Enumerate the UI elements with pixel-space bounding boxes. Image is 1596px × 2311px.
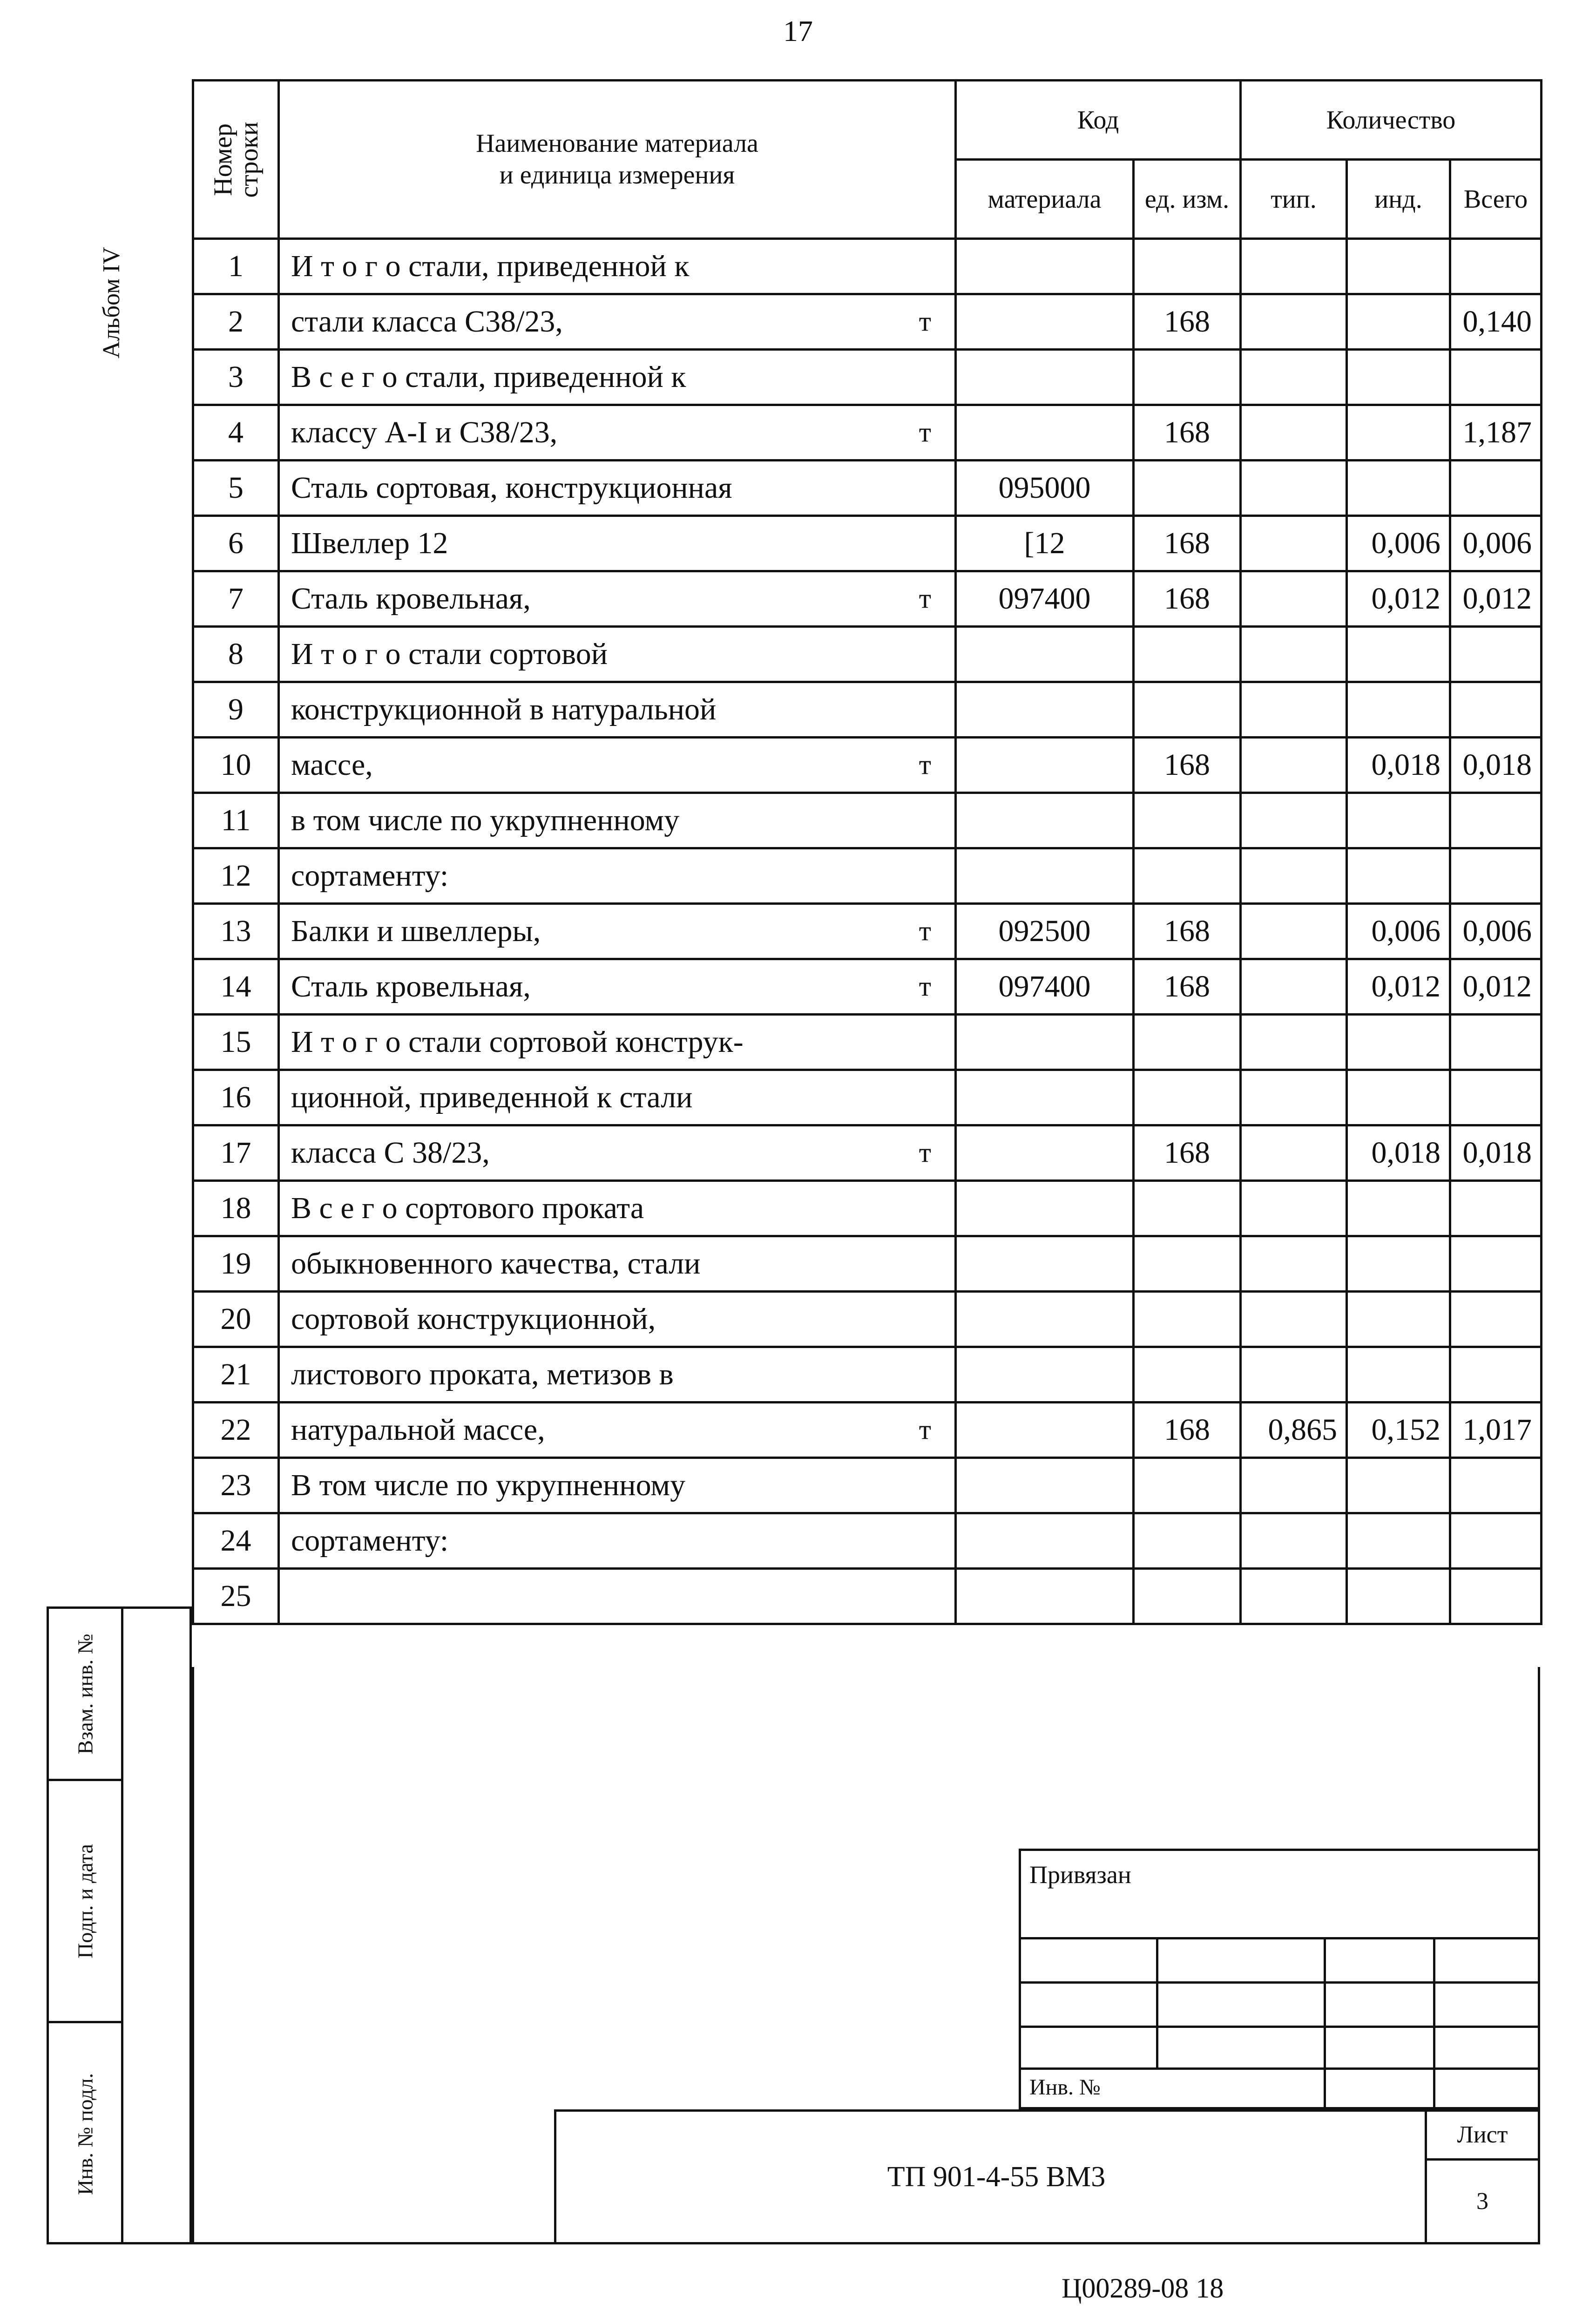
total-quantity: 1,017 bbox=[1450, 1403, 1542, 1458]
row-number: 12 bbox=[193, 848, 279, 904]
material-name bbox=[279, 350, 956, 405]
row-number: 4 bbox=[193, 405, 279, 461]
individual-quantity: 0,006 bbox=[1347, 516, 1450, 571]
table-row bbox=[193, 904, 1542, 959]
table-row bbox=[193, 1181, 1542, 1236]
table-row bbox=[193, 294, 1542, 350]
material-name-text: в том числе по укрупненному bbox=[291, 803, 680, 837]
header-unit-code: ед. изм. bbox=[1134, 160, 1241, 239]
typical-quantity bbox=[1241, 239, 1347, 294]
individual-quantity bbox=[1347, 1181, 1450, 1236]
material-name bbox=[279, 1569, 956, 1624]
page-number: 17 bbox=[783, 14, 813, 47]
row-number: 21 bbox=[193, 1347, 279, 1403]
unit-label: т bbox=[919, 1414, 931, 1445]
stamp-original-inventory: Инв. № подл. bbox=[49, 2023, 123, 2244]
individual-quantity bbox=[1347, 1513, 1450, 1569]
total-quantity: 0,018 bbox=[1450, 1125, 1542, 1181]
material-name bbox=[279, 1292, 956, 1347]
individual-quantity bbox=[1347, 405, 1450, 461]
material-name-text: сортаменту: bbox=[291, 859, 449, 893]
typical-quantity bbox=[1241, 1569, 1347, 1624]
typical-quantity bbox=[1241, 461, 1347, 516]
material-code: 095000 bbox=[956, 461, 1134, 516]
unit-label: т bbox=[919, 749, 931, 780]
material-name bbox=[279, 239, 956, 294]
sheet-label: Лист bbox=[1427, 2112, 1538, 2161]
material-code bbox=[956, 1458, 1134, 1513]
header-code: Код bbox=[956, 81, 1241, 160]
unit-label: т bbox=[919, 417, 931, 448]
row-number: 14 bbox=[193, 959, 279, 1015]
stamp-replacement-inventory: Взам. инв. № bbox=[49, 1609, 123, 1781]
sheet-box bbox=[1425, 2112, 1538, 2242]
material-name bbox=[279, 1347, 956, 1403]
material-name bbox=[279, 1458, 956, 1513]
individual-quantity bbox=[1347, 627, 1450, 682]
total-quantity bbox=[1450, 1181, 1542, 1236]
typical-quantity bbox=[1241, 516, 1347, 571]
material-name-text: В с е г о стали, приведенной к bbox=[291, 360, 686, 394]
typical-quantity bbox=[1241, 1292, 1347, 1347]
table-row bbox=[193, 627, 1542, 682]
total-quantity bbox=[1450, 682, 1542, 738]
header-material-code: материала bbox=[956, 160, 1134, 239]
unit-code bbox=[1134, 1236, 1241, 1292]
title-block bbox=[554, 2109, 1540, 2244]
material-name bbox=[279, 516, 956, 571]
individual-quantity: 0,018 bbox=[1347, 1125, 1450, 1181]
material-name-text: Сталь сортовая, конструкционная bbox=[291, 471, 732, 505]
row-number: 11 bbox=[193, 793, 279, 848]
total-quantity bbox=[1450, 239, 1542, 294]
total-quantity bbox=[1450, 1347, 1542, 1403]
header-material-name: Наименование материала и единица измерения bbox=[279, 81, 956, 239]
material-name-text: И т о г о стали сортовой bbox=[291, 637, 608, 671]
material-code bbox=[956, 1125, 1134, 1181]
unit-code bbox=[1134, 1347, 1241, 1403]
individual-quantity: 0,018 bbox=[1347, 738, 1450, 793]
material-name-text: ционной, приведенной к стали bbox=[291, 1080, 693, 1114]
material-name-text: Сталь кровельная, bbox=[291, 969, 531, 1003]
typical-quantity bbox=[1241, 959, 1347, 1015]
material-code bbox=[956, 1015, 1134, 1070]
typical-quantity bbox=[1241, 1236, 1347, 1292]
individual-quantity bbox=[1347, 1070, 1450, 1125]
unit-code bbox=[1134, 848, 1241, 904]
table-row bbox=[193, 1458, 1542, 1513]
header-typical: тип. bbox=[1241, 160, 1347, 239]
row-number: 2 bbox=[193, 294, 279, 350]
table-row bbox=[193, 1070, 1542, 1125]
unit-code bbox=[1134, 1513, 1241, 1569]
unit-label: т bbox=[919, 1137, 931, 1168]
unit-code bbox=[1134, 461, 1241, 516]
footer-code: Ц00289-08 18 bbox=[1062, 2273, 1224, 2304]
individual-quantity bbox=[1347, 1569, 1450, 1624]
material-name bbox=[279, 738, 956, 793]
header-quantity: Количество bbox=[1241, 81, 1542, 160]
total-quantity bbox=[1450, 627, 1542, 682]
typical-quantity bbox=[1241, 294, 1347, 350]
typical-quantity bbox=[1241, 793, 1347, 848]
material-name bbox=[279, 405, 956, 461]
table-row bbox=[193, 571, 1542, 627]
binding-label: Привязан bbox=[1029, 1861, 1131, 1889]
row-number: 10 bbox=[193, 738, 279, 793]
individual-quantity bbox=[1347, 461, 1450, 516]
material-name bbox=[279, 461, 956, 516]
material-code bbox=[956, 294, 1134, 350]
total-quantity: 0,012 bbox=[1450, 959, 1542, 1015]
row-number: 6 bbox=[193, 516, 279, 571]
material-code bbox=[956, 627, 1134, 682]
row-number: 16 bbox=[193, 1070, 279, 1125]
unit-code bbox=[1134, 1070, 1241, 1125]
table-row bbox=[193, 350, 1542, 405]
table-row bbox=[193, 1125, 1542, 1181]
individual-quantity bbox=[1347, 1292, 1450, 1347]
unit-code bbox=[1134, 350, 1241, 405]
total-quantity bbox=[1450, 461, 1542, 516]
material-name-text: Швеллер 12 bbox=[291, 526, 448, 560]
unit-code bbox=[1134, 682, 1241, 738]
total-quantity bbox=[1450, 1458, 1542, 1513]
unit-code: 168 bbox=[1134, 571, 1241, 627]
material-name bbox=[279, 1125, 956, 1181]
total-quantity bbox=[1450, 848, 1542, 904]
row-number: 18 bbox=[193, 1181, 279, 1236]
individual-quantity bbox=[1347, 1458, 1450, 1513]
row-number: 13 bbox=[193, 904, 279, 959]
table-row bbox=[193, 1513, 1542, 1569]
table-row bbox=[193, 1015, 1542, 1070]
row-number: 9 bbox=[193, 682, 279, 738]
individual-quantity bbox=[1347, 294, 1450, 350]
row-number: 8 bbox=[193, 627, 279, 682]
material-name-text: Балки и швеллеры, bbox=[291, 914, 541, 948]
typical-quantity bbox=[1241, 1458, 1347, 1513]
material-name-text: сортовой конструкционной, bbox=[291, 1302, 656, 1336]
table-row bbox=[193, 516, 1542, 571]
material-code bbox=[956, 405, 1134, 461]
typical-quantity bbox=[1241, 1181, 1347, 1236]
total-quantity bbox=[1450, 793, 1542, 848]
stamp-signature-date: Подп. и дата bbox=[49, 1781, 123, 2023]
table-row bbox=[193, 1292, 1542, 1347]
table-row bbox=[193, 239, 1542, 294]
material-name-text: В с е г о сортового проката bbox=[291, 1191, 644, 1225]
material-name-text: конструкционной в натуральной bbox=[291, 692, 717, 726]
material-name-text: листового проката, метизов в bbox=[291, 1357, 674, 1391]
individual-quantity: 0,012 bbox=[1347, 571, 1450, 627]
typical-quantity bbox=[1241, 405, 1347, 461]
material-name bbox=[279, 1015, 956, 1070]
row-number: 22 bbox=[193, 1403, 279, 1458]
table-row bbox=[193, 1403, 1542, 1458]
row-number: 15 bbox=[193, 1015, 279, 1070]
material-code bbox=[956, 1347, 1134, 1403]
individual-quantity bbox=[1347, 239, 1450, 294]
table-row bbox=[193, 405, 1542, 461]
album-label: Альбом IV bbox=[98, 247, 125, 359]
table-row bbox=[193, 461, 1542, 516]
binding-inventory-label: Инв. № bbox=[1029, 2075, 1101, 2100]
material-code bbox=[956, 682, 1134, 738]
row-number: 25 bbox=[193, 1569, 279, 1624]
material-name-text: сортаменту: bbox=[291, 1524, 449, 1558]
typical-quantity bbox=[1241, 738, 1347, 793]
material-code bbox=[956, 1569, 1134, 1624]
unit-code bbox=[1134, 239, 1241, 294]
material-name-text: И т о г о стали сортовой конструк- bbox=[291, 1025, 744, 1059]
total-quantity bbox=[1450, 1292, 1542, 1347]
material-name bbox=[279, 793, 956, 848]
unit-label: т bbox=[919, 306, 931, 337]
row-number: 5 bbox=[193, 461, 279, 516]
total-quantity: 0,012 bbox=[1450, 571, 1542, 627]
material-name bbox=[279, 959, 956, 1015]
typical-quantity bbox=[1241, 904, 1347, 959]
material-name-text: массе, bbox=[291, 748, 373, 782]
table-row bbox=[193, 848, 1542, 904]
total-quantity: 0,006 bbox=[1450, 904, 1542, 959]
material-name bbox=[279, 1403, 956, 1458]
total-quantity: 0,006 bbox=[1450, 516, 1542, 571]
material-code: 097400 bbox=[956, 571, 1134, 627]
material-code bbox=[956, 1403, 1134, 1458]
material-code bbox=[956, 239, 1134, 294]
unit-label: т bbox=[919, 915, 931, 947]
row-number: 1 bbox=[193, 239, 279, 294]
table-row bbox=[193, 1569, 1542, 1624]
material-code: 092500 bbox=[956, 904, 1134, 959]
material-code bbox=[956, 738, 1134, 793]
typical-quantity: 0,865 bbox=[1241, 1403, 1347, 1458]
total-quantity: 0,140 bbox=[1450, 294, 1542, 350]
material-name-text: классу А-I и С38/23, bbox=[291, 415, 558, 449]
unit-code bbox=[1134, 1569, 1241, 1624]
material-code bbox=[956, 848, 1134, 904]
typical-quantity bbox=[1241, 848, 1347, 904]
material-name bbox=[279, 682, 956, 738]
material-code bbox=[956, 350, 1134, 405]
individual-quantity bbox=[1347, 848, 1450, 904]
typical-quantity bbox=[1241, 1015, 1347, 1070]
table-row bbox=[193, 959, 1542, 1015]
stamp-column bbox=[47, 1606, 192, 2244]
individual-quantity: 0,006 bbox=[1347, 904, 1450, 959]
material-code: [12 bbox=[956, 516, 1134, 571]
material-name bbox=[279, 848, 956, 904]
material-code bbox=[956, 1181, 1134, 1236]
unit-label: т bbox=[919, 583, 931, 614]
individual-quantity bbox=[1347, 793, 1450, 848]
material-name bbox=[279, 627, 956, 682]
table-row bbox=[193, 1347, 1542, 1403]
total-quantity: 0,018 bbox=[1450, 738, 1542, 793]
material-name-text: В том числе по укрупненному bbox=[291, 1468, 686, 1502]
individual-quantity: 0,012 bbox=[1347, 959, 1450, 1015]
row-number: 24 bbox=[193, 1513, 279, 1569]
row-number: 23 bbox=[193, 1458, 279, 1513]
material-name-text: класса С 38/23, bbox=[291, 1136, 490, 1170]
sheet-number: 3 bbox=[1476, 2188, 1488, 2215]
total-quantity bbox=[1450, 1070, 1542, 1125]
row-number: 19 bbox=[193, 1236, 279, 1292]
table-row bbox=[193, 682, 1542, 738]
typical-quantity bbox=[1241, 1347, 1347, 1403]
unit-code bbox=[1134, 627, 1241, 682]
typical-quantity bbox=[1241, 1070, 1347, 1125]
material-code bbox=[956, 1292, 1134, 1347]
unit-code bbox=[1134, 1181, 1241, 1236]
header-row-number: Номер строки bbox=[193, 81, 279, 239]
unit-code: 168 bbox=[1134, 1125, 1241, 1181]
materials-table bbox=[192, 79, 1542, 1625]
unit-code: 168 bbox=[1134, 904, 1241, 959]
typical-quantity bbox=[1241, 571, 1347, 627]
material-code: 097400 bbox=[956, 959, 1134, 1015]
unit-code bbox=[1134, 1015, 1241, 1070]
material-name-text: обыкновенного качества, стали bbox=[291, 1247, 701, 1281]
typical-quantity bbox=[1241, 627, 1347, 682]
unit-code: 168 bbox=[1134, 959, 1241, 1015]
unit-code bbox=[1134, 1292, 1241, 1347]
material-name bbox=[279, 294, 956, 350]
material-name bbox=[279, 1513, 956, 1569]
header-individual: инд. bbox=[1347, 160, 1450, 239]
row-number: 3 bbox=[193, 350, 279, 405]
typical-quantity bbox=[1241, 682, 1347, 738]
row-number: 20 bbox=[193, 1292, 279, 1347]
row-number: 7 bbox=[193, 571, 279, 627]
material-code bbox=[956, 1070, 1134, 1125]
material-name-text: стали класса С38/23, bbox=[291, 305, 563, 339]
unit-label: т bbox=[919, 971, 931, 1002]
table-row bbox=[193, 1236, 1542, 1292]
binding-block bbox=[1019, 1849, 1540, 2109]
typical-quantity bbox=[1241, 1513, 1347, 1569]
unit-code: 168 bbox=[1134, 1403, 1241, 1458]
unit-code: 168 bbox=[1134, 516, 1241, 571]
material-name bbox=[279, 1070, 956, 1125]
individual-quantity bbox=[1347, 682, 1450, 738]
material-code bbox=[956, 1236, 1134, 1292]
total-quantity: 1,187 bbox=[1450, 405, 1542, 461]
typical-quantity bbox=[1241, 350, 1347, 405]
material-name bbox=[279, 571, 956, 627]
unit-code bbox=[1134, 793, 1241, 848]
unit-code: 168 bbox=[1134, 405, 1241, 461]
total-quantity bbox=[1450, 1569, 1542, 1624]
individual-quantity bbox=[1347, 1347, 1450, 1403]
material-code bbox=[956, 1513, 1134, 1569]
table-row bbox=[193, 738, 1542, 793]
unit-code: 168 bbox=[1134, 738, 1241, 793]
individual-quantity: 0,152 bbox=[1347, 1403, 1450, 1458]
material-name-text: И т о г о стали, приведенной к bbox=[291, 249, 690, 283]
material-name bbox=[279, 1181, 956, 1236]
material-name bbox=[279, 1236, 956, 1292]
total-quantity bbox=[1450, 1015, 1542, 1070]
total-quantity bbox=[1450, 350, 1542, 405]
material-name-text: натуральной массе, bbox=[291, 1413, 545, 1447]
material-code bbox=[956, 793, 1134, 848]
typical-quantity bbox=[1241, 1125, 1347, 1181]
individual-quantity bbox=[1347, 1236, 1450, 1292]
unit-code: 168 bbox=[1134, 294, 1241, 350]
unit-code bbox=[1134, 1458, 1241, 1513]
individual-quantity bbox=[1347, 1015, 1450, 1070]
individual-quantity bbox=[1347, 350, 1450, 405]
row-number: 17 bbox=[193, 1125, 279, 1181]
document-designation: ТП 901-4-55 ВМ3 bbox=[887, 2161, 1106, 2193]
material-name-text: Сталь кровельная, bbox=[291, 582, 531, 616]
header-total: Всего bbox=[1450, 160, 1542, 239]
material-name bbox=[279, 904, 956, 959]
total-quantity bbox=[1450, 1513, 1542, 1569]
total-quantity bbox=[1450, 1236, 1542, 1292]
table-row bbox=[193, 793, 1542, 848]
